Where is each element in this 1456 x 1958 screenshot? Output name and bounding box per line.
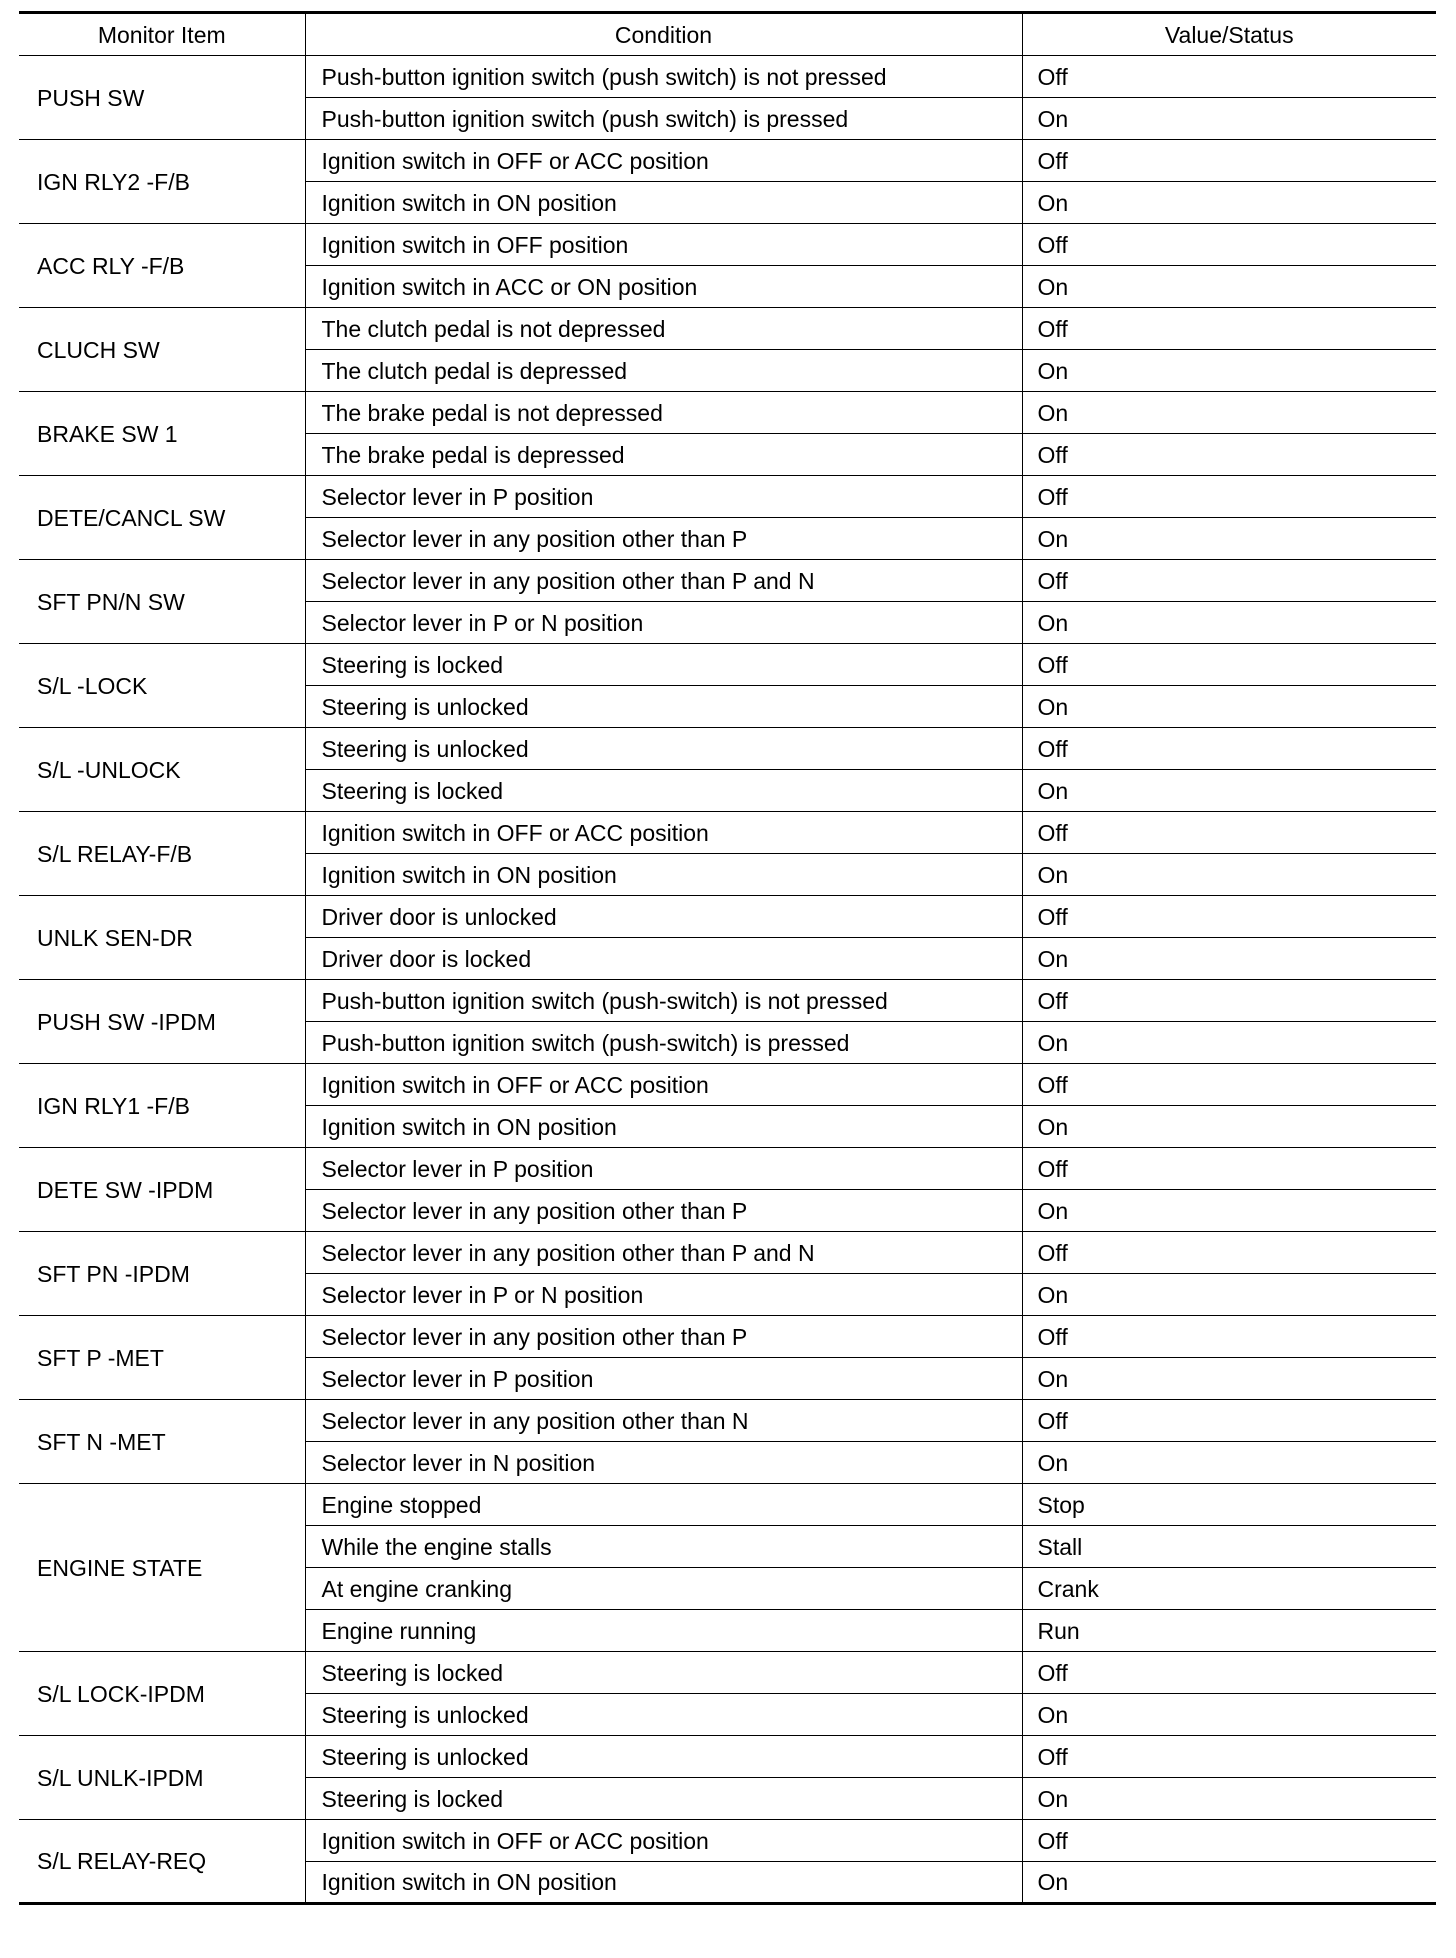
value-status-cell: Off [1022, 1820, 1436, 1862]
value-status-cell: On [1022, 1442, 1436, 1484]
value-status-cell: On [1022, 854, 1436, 896]
value-status-cell: Run [1022, 1610, 1436, 1652]
table-row [19, 1064, 1436, 1106]
condition-cell: Ignition switch in OFF or ACC position [305, 1064, 1022, 1106]
condition-cell: Ignition switch in ON position [305, 1862, 1022, 1904]
value-status-cell: On [1022, 1190, 1436, 1232]
condition-cell: Steering is unlocked [305, 728, 1022, 770]
value-status-cell: Off [1022, 224, 1436, 266]
condition-cell: Ignition switch in OFF position [305, 224, 1022, 266]
value-status-cell: Stop [1022, 1484, 1436, 1526]
value-status-cell: On [1022, 182, 1436, 224]
condition-cell: Push-button ignition switch (push switch) is not pressed [305, 56, 1022, 98]
table-row [19, 1148, 1436, 1190]
monitor-item-cell: CLUCH SW [19, 308, 305, 392]
condition-cell: Selector lever in P or N position [305, 1274, 1022, 1316]
value-status-cell: On [1022, 392, 1436, 434]
value-status-cell: Off [1022, 644, 1436, 686]
condition-cell: At engine cranking [305, 1568, 1022, 1610]
monitor-item-cell: S/L UNLK-IPDM [19, 1736, 305, 1820]
monitor-item-cell: PUSH SW [19, 56, 305, 140]
condition-cell: Engine stopped [305, 1484, 1022, 1526]
header-monitor-item: Monitor Item [19, 13, 305, 56]
monitor-item-cell: IGN RLY2 -F/B [19, 140, 305, 224]
table-row [19, 308, 1436, 350]
value-status-cell: Off [1022, 896, 1436, 938]
condition-cell: The brake pedal is not depressed [305, 392, 1022, 434]
value-status-cell: On [1022, 518, 1436, 560]
value-status-cell: Off [1022, 1064, 1436, 1106]
condition-cell: Steering is locked [305, 1778, 1022, 1820]
condition-cell: Selector lever in any position other than P and N [305, 560, 1022, 602]
table-row [19, 1820, 1436, 1862]
table-row [19, 1484, 1436, 1526]
monitor-item-cell: SFT PN/N SW [19, 560, 305, 644]
value-status-cell: Off [1022, 1736, 1436, 1778]
monitor-item-cell: UNLK SEN-DR [19, 896, 305, 980]
condition-cell: The clutch pedal is not depressed [305, 308, 1022, 350]
condition-cell: Push-button ignition switch (push switch) is pressed [305, 98, 1022, 140]
monitor-item-cell: IGN RLY1 -F/B [19, 1064, 305, 1148]
value-status-cell: On [1022, 350, 1436, 392]
condition-cell: Steering is locked [305, 770, 1022, 812]
condition-cell: Selector lever in P or N position [305, 602, 1022, 644]
value-status-cell: Stall [1022, 1526, 1436, 1568]
table-body [19, 56, 1436, 1904]
condition-cell: Selector lever in P position [305, 1148, 1022, 1190]
monitor-item-cell: S/L -UNLOCK [19, 728, 305, 812]
table-header [19, 13, 1436, 56]
condition-cell: Ignition switch in ON position [305, 854, 1022, 896]
condition-cell: The clutch pedal is depressed [305, 350, 1022, 392]
condition-cell: Ignition switch in OFF or ACC position [305, 1820, 1022, 1862]
table-row [19, 1652, 1436, 1694]
value-status-cell: On [1022, 1358, 1436, 1400]
condition-cell: Ignition switch in ON position [305, 1106, 1022, 1148]
header-row [19, 13, 1436, 56]
table-row [19, 1400, 1436, 1442]
value-status-cell: On [1022, 1106, 1436, 1148]
table-row [19, 896, 1436, 938]
monitor-item-cell: SFT P -MET [19, 1316, 305, 1400]
condition-cell: Steering is locked [305, 1652, 1022, 1694]
table-row [19, 140, 1436, 182]
value-status-cell: On [1022, 98, 1436, 140]
value-status-cell: Off [1022, 1316, 1436, 1358]
table-row [19, 224, 1436, 266]
condition-cell: Push-button ignition switch (push-switch) is pressed [305, 1022, 1022, 1064]
condition-cell: Steering is unlocked [305, 1736, 1022, 1778]
monitor-item-cell: DETE SW -IPDM [19, 1148, 305, 1232]
monitor-item-cell: S/L RELAY-REQ [19, 1820, 305, 1904]
value-status-cell: Off [1022, 560, 1436, 602]
condition-cell: Selector lever in any position other than P and N [305, 1232, 1022, 1274]
condition-cell: Ignition switch in OFF or ACC position [305, 812, 1022, 854]
value-status-cell: Off [1022, 1232, 1436, 1274]
table-row [19, 560, 1436, 602]
monitor-item-table [19, 11, 1436, 1905]
value-status-cell: Off [1022, 140, 1436, 182]
header-value-status: Value/Status [1022, 13, 1436, 56]
value-status-cell: Off [1022, 476, 1436, 518]
value-status-cell: Off [1022, 1400, 1436, 1442]
condition-cell: The brake pedal is depressed [305, 434, 1022, 476]
condition-cell: Driver door is locked [305, 938, 1022, 980]
condition-cell: Selector lever in any position other than N [305, 1400, 1022, 1442]
table-row [19, 392, 1436, 434]
value-status-cell: Off [1022, 980, 1436, 1022]
value-status-cell: Off [1022, 308, 1436, 350]
value-status-cell: Off [1022, 1652, 1436, 1694]
condition-cell: Selector lever in N position [305, 1442, 1022, 1484]
table-row [19, 812, 1436, 854]
condition-cell: Steering is locked [305, 644, 1022, 686]
condition-cell: Selector lever in P position [305, 1358, 1022, 1400]
header-condition: Condition [305, 13, 1022, 56]
condition-cell: Steering is unlocked [305, 1694, 1022, 1736]
value-status-cell: Off [1022, 812, 1436, 854]
condition-cell: Ignition switch in ACC or ON position [305, 266, 1022, 308]
monitor-item-cell: PUSH SW -IPDM [19, 980, 305, 1064]
monitor-item-cell: BRAKE SW 1 [19, 392, 305, 476]
value-status-cell: Off [1022, 728, 1436, 770]
value-status-cell: On [1022, 1274, 1436, 1316]
monitor-item-cell: SFT N -MET [19, 1400, 305, 1484]
table-row [19, 56, 1436, 98]
value-status-cell: Crank [1022, 1568, 1436, 1610]
condition-cell: Ignition switch in ON position [305, 182, 1022, 224]
table-row [19, 644, 1436, 686]
value-status-cell: On [1022, 686, 1436, 728]
condition-cell: Ignition switch in OFF or ACC position [305, 140, 1022, 182]
condition-cell: Engine running [305, 1610, 1022, 1652]
monitor-item-cell: S/L LOCK-IPDM [19, 1652, 305, 1736]
monitor-item-cell: SFT PN -IPDM [19, 1232, 305, 1316]
table-row [19, 476, 1436, 518]
condition-cell: Push-button ignition switch (push-switch) is not pressed [305, 980, 1022, 1022]
monitor-item-cell: DETE/CANCL SW [19, 476, 305, 560]
value-status-cell: On [1022, 770, 1436, 812]
table-row [19, 1316, 1436, 1358]
monitor-item-cell: S/L RELAY-F/B [19, 812, 305, 896]
value-status-cell: On [1022, 1022, 1436, 1064]
value-status-cell: On [1022, 602, 1436, 644]
condition-cell: While the engine stalls [305, 1526, 1022, 1568]
monitor-item-cell: S/L -LOCK [19, 644, 305, 728]
value-status-cell: On [1022, 266, 1436, 308]
value-status-cell: Off [1022, 434, 1436, 476]
value-status-cell: On [1022, 1862, 1436, 1904]
value-status-cell: On [1022, 1778, 1436, 1820]
condition-cell: Driver door is unlocked [305, 896, 1022, 938]
condition-cell: Selector lever in any position other than P [305, 518, 1022, 560]
value-status-cell: Off [1022, 1148, 1436, 1190]
monitor-item-cell: ACC RLY -F/B [19, 224, 305, 308]
condition-cell: Selector lever in any position other than P [305, 1190, 1022, 1232]
table-row [19, 1736, 1436, 1778]
value-status-cell: Off [1022, 56, 1436, 98]
value-status-cell: On [1022, 938, 1436, 980]
monitor-item-cell: ENGINE STATE [19, 1484, 305, 1652]
condition-cell: Selector lever in P position [305, 476, 1022, 518]
condition-cell: Selector lever in any position other than P [305, 1316, 1022, 1358]
table-row [19, 728, 1436, 770]
condition-cell: Steering is unlocked [305, 686, 1022, 728]
table-row [19, 1232, 1436, 1274]
value-status-cell: On [1022, 1694, 1436, 1736]
table-row [19, 980, 1436, 1022]
